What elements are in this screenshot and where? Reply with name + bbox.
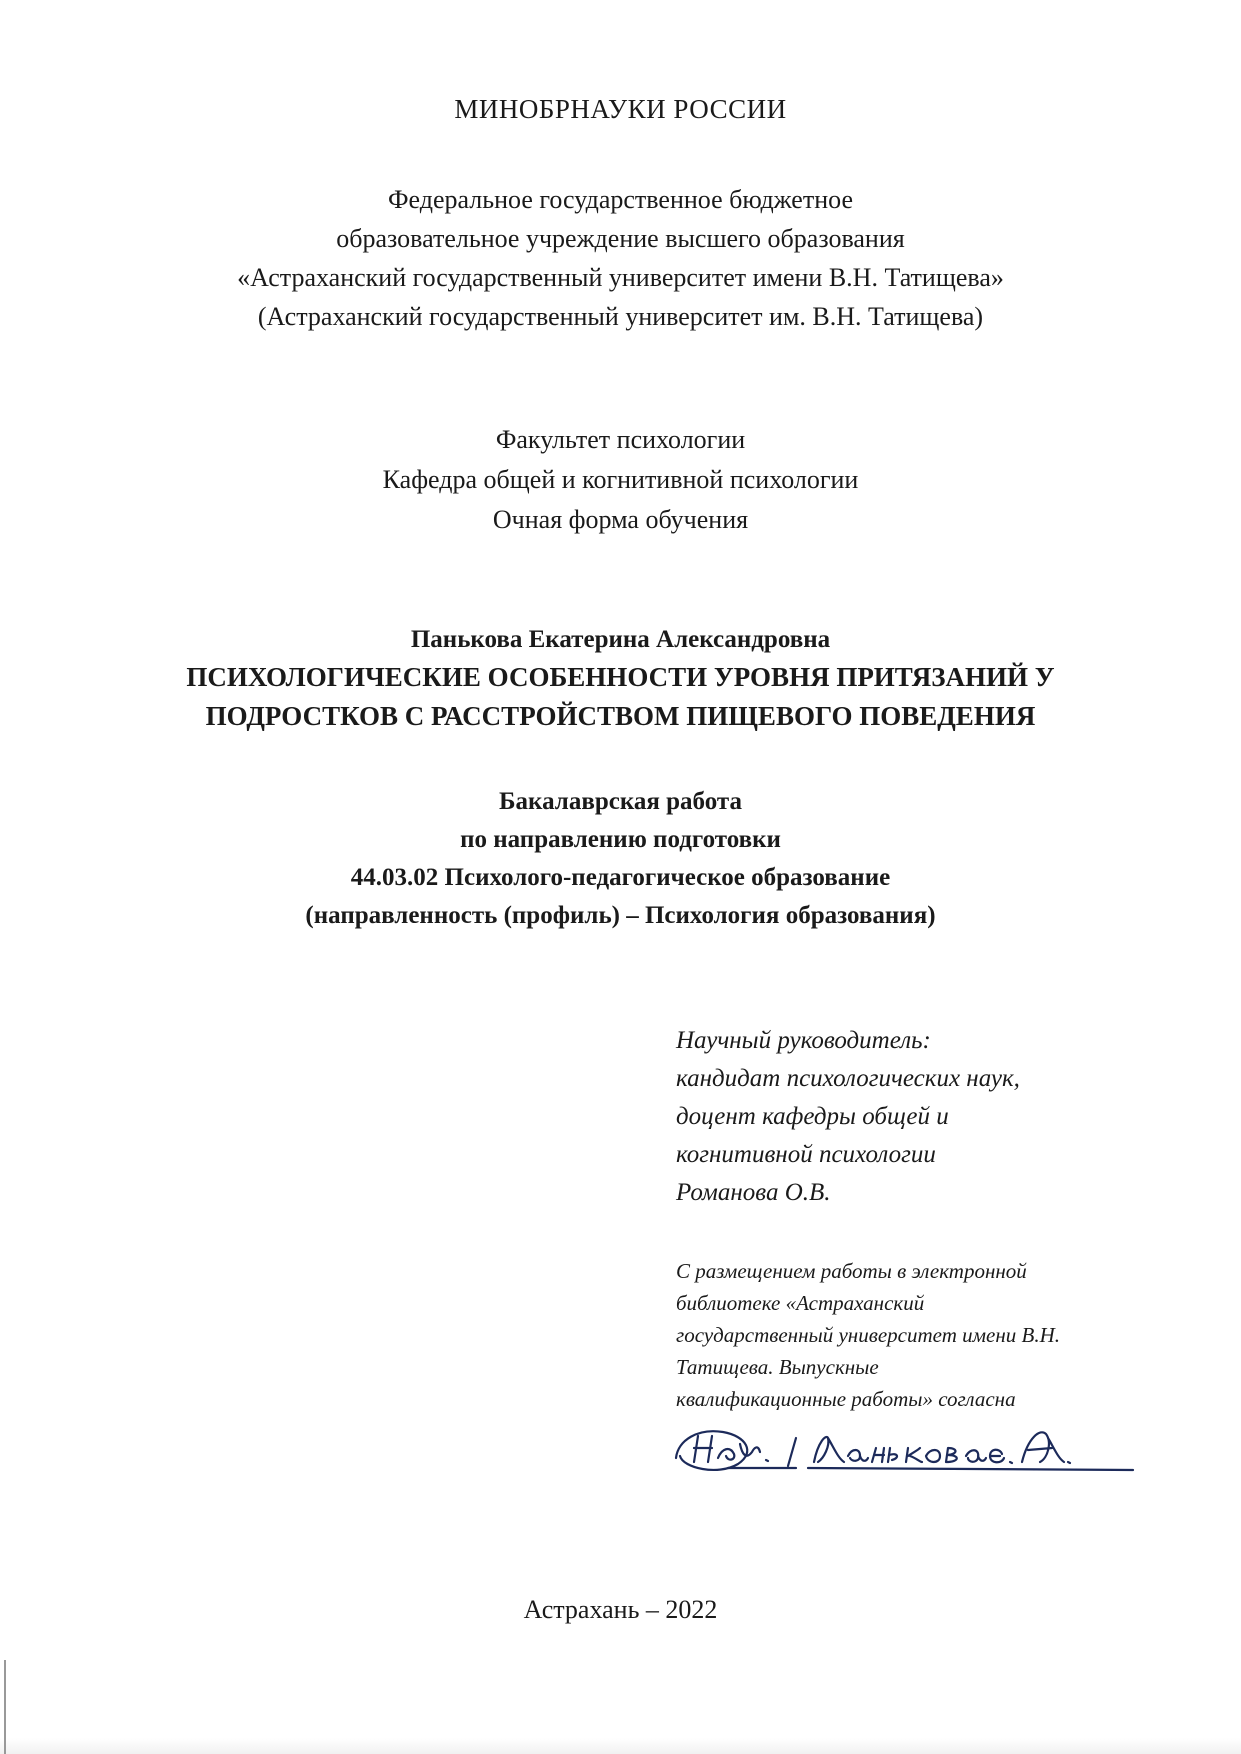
thesis-title-line: ПОДРОСТКОВ С РАССТРОЙСТВОМ ПИЩЕВОГО ПОВЕДЕНИЯ bbox=[205, 701, 1036, 731]
supervisor-line: Научный руководитель: bbox=[676, 1027, 931, 1054]
scan-left-edge bbox=[4, 1660, 6, 1754]
supervisor-block bbox=[676, 1022, 1196, 1212]
handwritten-signature bbox=[668, 1418, 1138, 1478]
faculty-block bbox=[0, 420, 1241, 540]
city-year-block bbox=[0, 1595, 1241, 1625]
consent-line: Татищева. Выпускные bbox=[676, 1355, 879, 1379]
supervisor-line: кандидат психологических наук, bbox=[676, 1065, 1020, 1092]
city-year: Астрахань – 2022 bbox=[523, 1595, 718, 1624]
ministry-name: МИНОБРНАУКИ РОССИИ bbox=[454, 94, 787, 124]
consent-line: библиотеке «Астраханский bbox=[676, 1291, 925, 1315]
consent-block bbox=[676, 1255, 1196, 1415]
supervisor-line: доцент кафедры общей и bbox=[676, 1103, 949, 1130]
profile: (направленность (профиль) – Психология образования) bbox=[305, 902, 936, 929]
ministry-header bbox=[0, 94, 1241, 125]
supervisor-name: Романова О.В. bbox=[676, 1179, 831, 1206]
direction-code: 44.03.02 Психолого-педагогическое образование bbox=[350, 864, 891, 891]
author-name: Панькова Екатерина Александровна bbox=[410, 626, 831, 653]
work-type-block bbox=[0, 783, 1241, 935]
consent-line: квалификационные работы» согласна bbox=[676, 1387, 1016, 1411]
consent-line: С размещением работы в электронной bbox=[676, 1259, 1027, 1283]
university-line: Федеральное государственное бюджетное bbox=[388, 185, 853, 214]
thesis-title bbox=[0, 658, 1241, 736]
university-line: (Астраханский государственный университет им. В.Н. Татищева) bbox=[257, 302, 984, 331]
thesis-title-line: ПСИХОЛОГИЧЕСКИЕ ОСОБЕННОСТИ УРОВНЯ ПРИТЯЗАНИЙ У bbox=[186, 662, 1055, 692]
university-line: образовательное учреждение высшего образования bbox=[336, 224, 905, 253]
faculty-name: Факультет психологии bbox=[495, 425, 746, 454]
consent-line: государственный университет имени В.Н. bbox=[676, 1323, 1060, 1347]
work-type: Бакалаврская работа bbox=[499, 788, 742, 815]
supervisor-line: когнитивной психологии bbox=[676, 1141, 936, 1168]
university-block bbox=[0, 180, 1241, 336]
study-form: Очная форма обучения bbox=[492, 505, 749, 534]
scan-bottom-edge bbox=[0, 1738, 1241, 1754]
department-name: Кафедра общей и когнитивной психологии bbox=[382, 465, 859, 494]
university-line: «Астраханский государственный университет имени В.Н. Татищева» bbox=[237, 263, 1004, 292]
author-block bbox=[0, 623, 1241, 657]
direction-label: по направлению подготовки bbox=[460, 826, 781, 853]
